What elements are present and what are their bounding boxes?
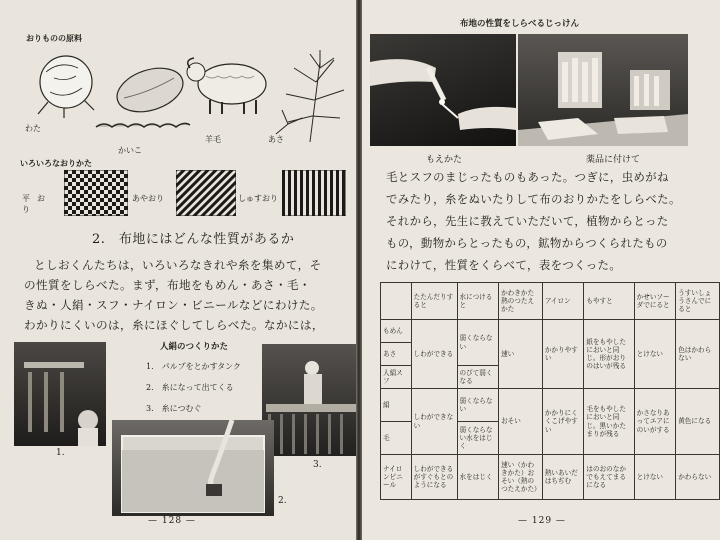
burning-test-photo	[370, 34, 516, 146]
table-cell: 人絹スフ	[381, 366, 412, 389]
table-row	[381, 455, 720, 500]
table-header-cell: アイロン	[542, 283, 584, 320]
plain-weave-swatch	[64, 170, 128, 216]
paragraph-line: でみたり，糸をぬいたりして布のおりかたをしらべた。	[386, 192, 681, 206]
paragraph-line: それから，先生に教えていただいて，植物からとった	[386, 214, 669, 228]
table-header-row	[381, 283, 720, 320]
table-header-cell: かせいソーダでにると	[634, 283, 676, 320]
table-cell: おそい	[499, 389, 543, 455]
table-cell: 毛をもやしたにおいと同じ。黒いかたまりが残る	[584, 389, 634, 455]
table-cell: 色はかわらない	[676, 320, 720, 389]
table-cell: しわができるがすぐもとのようになる	[411, 455, 457, 500]
paragraph-line: 毛とスフのまじったものもあった。つぎに，虫めがね	[386, 170, 669, 184]
photo-label-2: 2.	[278, 496, 287, 506]
table-cell: ナイロンビニール	[381, 455, 412, 500]
table-cell: 熱いあいだはちぢむ	[542, 455, 584, 500]
paragraph-line: の性質をしらべた。まず，布地をもめん・あさ・毛・	[24, 278, 311, 292]
rayon-title: 人絹のつくりかた	[160, 342, 229, 352]
page-number-right: — 129 —	[518, 516, 566, 526]
table-cell: 絹	[381, 389, 412, 422]
table-cell: 速い（かわきかた）おそい（熱のつたえかた）	[499, 455, 543, 500]
table-cell: かさなりあってエアにのいがする	[634, 389, 676, 455]
table-cell: かかりにくくこげやすい	[542, 389, 584, 455]
material-label-hemp: あさ	[268, 135, 284, 144]
silkworm-icon	[96, 123, 190, 127]
table-row	[381, 389, 720, 422]
paragraph-line: きぬ・人絹・スフ・ナイロン・ビニールなどにわけた。	[24, 298, 323, 312]
weave-label-satin: しゅすおり	[238, 194, 278, 203]
paragraph-line: もの，動物からとったもの，鉱物からつくられたもの	[386, 236, 668, 250]
table-header-cell: たたんだりすると	[411, 283, 457, 320]
table-cell: しわができない	[411, 389, 457, 455]
table-header-cell: かわきかた熱のつたえかた	[499, 283, 543, 320]
table-cell: 弱くならない	[457, 320, 499, 366]
section-heading: 2. 布地にはどんな性質があるか	[92, 232, 295, 247]
table-header-cell: うすいしょうさんでにると	[676, 283, 720, 320]
materials-title: おりものの原料	[26, 33, 82, 43]
sheep-icon	[187, 58, 266, 114]
paragraph-line: にわけて，性質をくらべて，表をつくった。	[386, 258, 622, 272]
table-header-cell: 水につけると	[457, 283, 499, 320]
rayon-step: 2. 糸になって出てくる	[146, 383, 234, 392]
rayon-step: 3. 糸につむぐ	[146, 404, 202, 413]
table-cell: 紙をもやしたにおいと同じ。形がおりのはいが残る	[584, 320, 634, 389]
weave-label-plain: 平おり	[22, 194, 52, 214]
left-page	[0, 0, 356, 540]
hemp-plant-icon	[276, 50, 344, 142]
table-cell: 弱くならない	[457, 389, 499, 422]
table-cell: かかりやすい	[542, 320, 584, 389]
twill-weave-swatch	[176, 170, 236, 216]
table-cell: 速い	[499, 320, 543, 389]
rayon-step: 1. パルプをとかすタンク	[146, 362, 241, 371]
weaves-title: いろいろなおりかた	[20, 158, 92, 168]
paragraph-line: わかりにくいのは，糸にほぐしてしらべた。なかには，	[24, 318, 324, 332]
page-header: 布地の性質をしらべるじっけん	[460, 19, 580, 29]
factory-photo-1	[14, 342, 106, 446]
table-cell: のびて弱くなる	[457, 366, 499, 389]
right-page	[362, 0, 720, 540]
tank-photo	[112, 420, 274, 516]
table-cell: 毛	[381, 422, 412, 455]
table-cell: とけない	[634, 320, 676, 389]
material-label-cotton: わた	[25, 124, 41, 133]
factory-photo-3	[262, 344, 356, 456]
chemical-test-photo	[518, 34, 688, 146]
table-cell: 水をはじく	[457, 455, 499, 500]
paragraph-line: としおくんたちは，いろいろなきれや糸を集めて，そ	[34, 258, 322, 272]
table-cell: もめん	[381, 320, 412, 343]
table-cell: かわらない	[676, 455, 720, 500]
photo-caption-chemical: 薬品に付けて	[586, 155, 641, 165]
table-header-cell: もやすと	[584, 283, 634, 320]
page-number-left: — 128 —	[148, 516, 196, 526]
material-label-wool: 羊毛	[205, 135, 221, 144]
fabric-properties-table	[380, 282, 720, 500]
materials-illustration	[20, 42, 356, 152]
satin-weave-swatch	[282, 170, 346, 216]
table-cell: 黄色になる	[676, 389, 720, 455]
silkworm-cocoon-icon	[111, 60, 188, 119]
material-label-silkworm: かいこ	[118, 146, 142, 155]
table-cell: 弱くならない水をはじく	[457, 422, 499, 455]
photo-label-1: 1.	[56, 448, 65, 458]
photo-caption-burning: もえかた	[426, 155, 463, 165]
photo-label-3: 3.	[313, 460, 322, 470]
table-row	[381, 320, 720, 343]
weave-label-twill: あやおり	[132, 194, 164, 203]
table-cell: あさ	[381, 343, 412, 366]
cotton-boll-icon	[38, 56, 94, 118]
table-cell: はのおのなかでもえてまるになる	[584, 455, 634, 500]
table-header-cell	[381, 283, 412, 320]
table-cell: しわができる	[411, 320, 457, 389]
table-cell: とけない	[634, 455, 676, 500]
